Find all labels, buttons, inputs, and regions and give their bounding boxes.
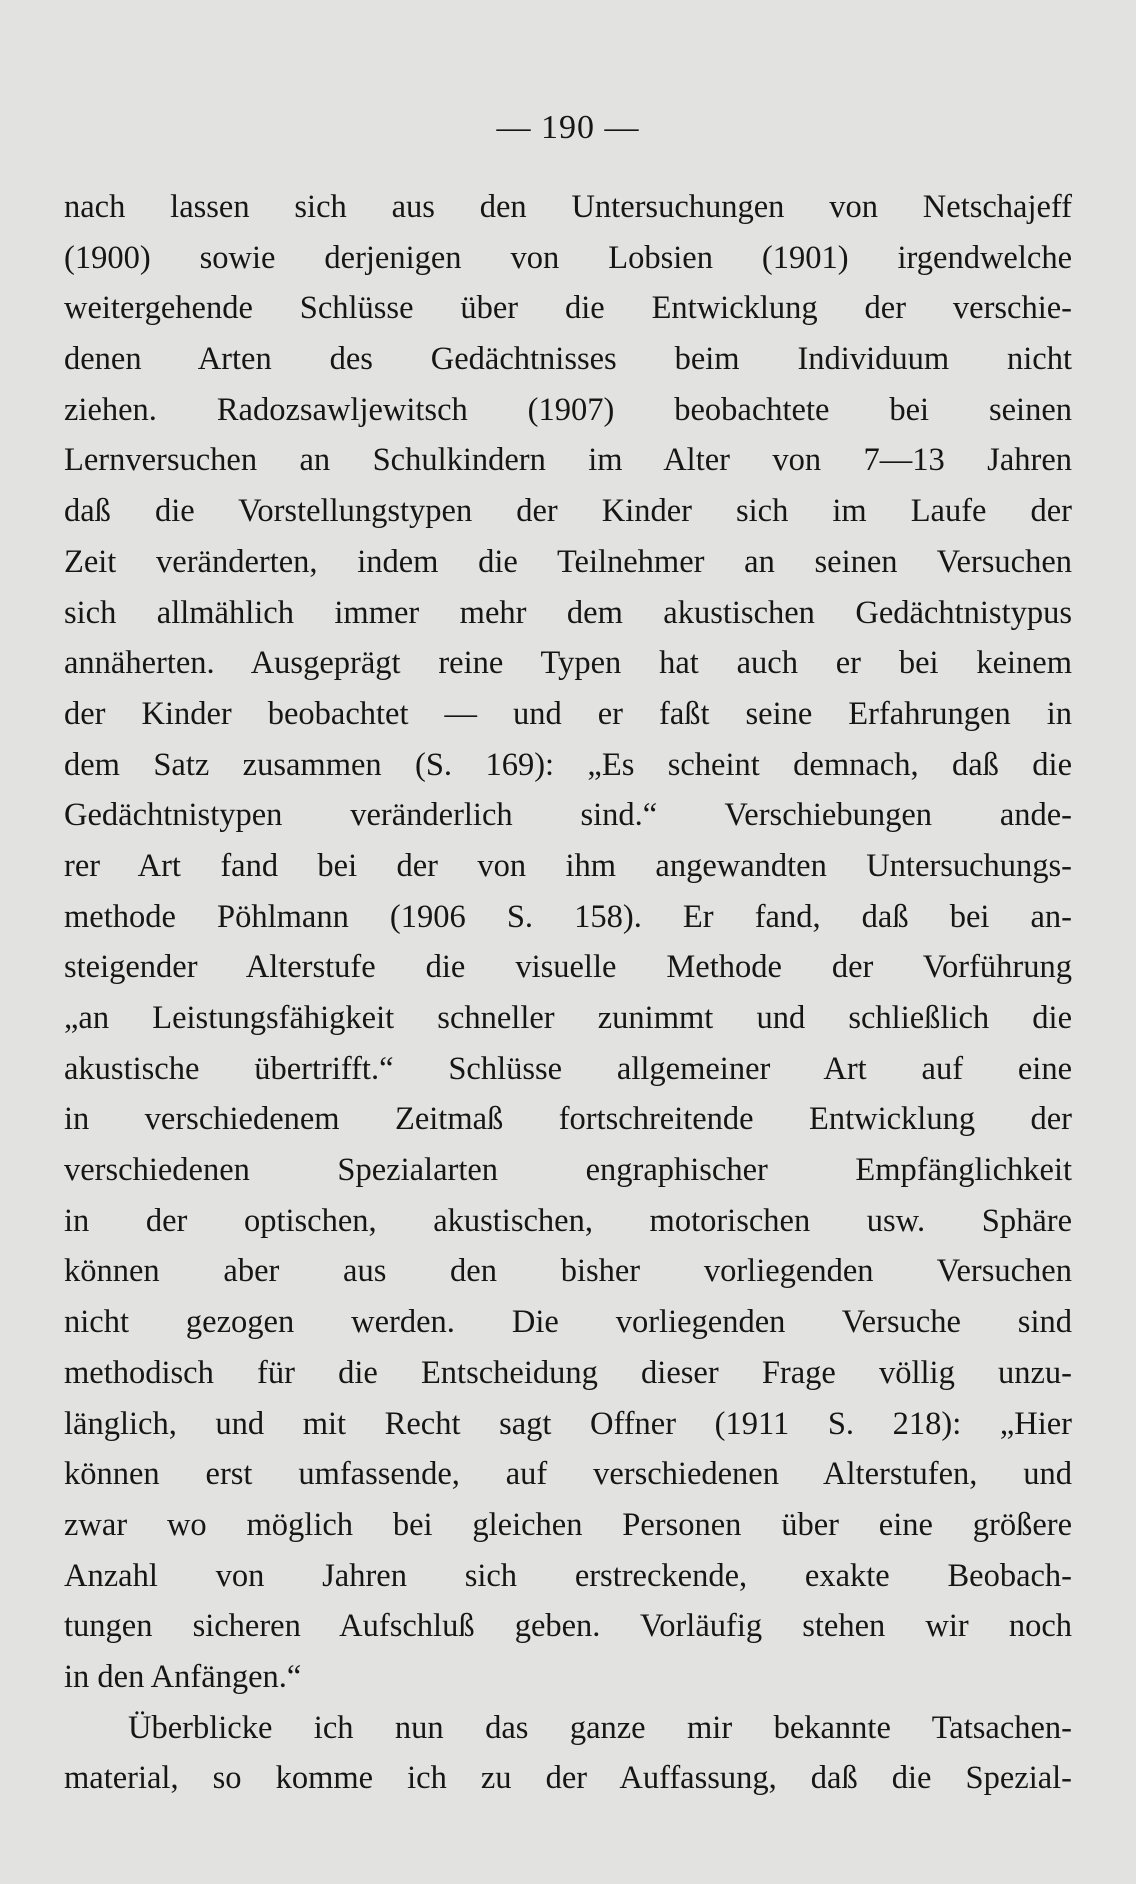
text-line: in verschiedenem Zeitmaß fortschreitende Entwicklung der (64, 1101, 1072, 1138)
text-line: Zeit veränderten, indem die Teilnehmer an seinen Versuchen (64, 543, 1072, 580)
text-line: ziehen. Radozsawljewitsch (1907) beobachtete bei seinen (64, 391, 1072, 428)
text-line: annäherten. Ausgeprägt reine Typen hat auch er bei keinem (64, 645, 1072, 682)
text-line: können aber aus den bisher vorliegenden Versuchen (64, 1253, 1072, 1290)
text-line: verschiedenen Spezialarten engraphischer Empfänglichkeit (64, 1152, 1072, 1189)
paragraph-end-line: in den Anfängen.“ (64, 1658, 302, 1695)
text-line: steigender Alterstufe die visuelle Methode der Vorführung (64, 949, 1072, 986)
text-line: können erst umfassende, auf verschiedenen Alterstufen, und (64, 1456, 1072, 1493)
text-line: material, so komme ich zu der Auffassung, daß die Spezial- (64, 1760, 1072, 1797)
text-line: (1900) sowie derjenigen von Lobsien (1901) irgendwelche (64, 239, 1072, 276)
text-line: Lernversuchen an Schulkindern im Alter von 7—13 Jahren (64, 442, 1072, 479)
text-line: in der optischen, akustischen, motorischen usw. Sphäre (64, 1202, 1072, 1239)
text-line: methodisch für die Entscheidung dieser Frage völlig unzu- (64, 1354, 1072, 1391)
text-line: tungen sicheren Aufschluß geben. Vorläufig stehen wir noch (64, 1608, 1072, 1645)
text-line: zwar wo möglich bei gleichen Personen über eine größere (64, 1506, 1072, 1543)
text-line: weitergehende Schlüsse über die Entwicklung der verschie- (64, 290, 1072, 327)
page-number: — 190 — (496, 109, 640, 146)
text-line: nicht gezogen werden. Die vorliegenden Versuche sind (64, 1304, 1072, 1341)
text-line: dem Satz zusammen (S. 169): „Es scheint demnach, daß die (64, 746, 1072, 783)
text-line: „an Leistungsfähigkeit schneller zunimmt und schließlich die (64, 1000, 1072, 1036)
body-text (64, 182, 1072, 1804)
text-line: nach lassen sich aus den Untersuchungen von Netschajeff (64, 189, 1072, 225)
text-line: sich allmählich immer mehr dem akustischen Gedächtnistypus (64, 594, 1072, 631)
text-line: Gedächtnistypen veränderlich sind.“ Verschiebungen ande- (64, 797, 1072, 834)
text-line: akustische übertrifft.“ Schlüsse allgemeiner Art auf eine (64, 1050, 1072, 1087)
paragraph-start-line: Überblicke ich nun das ganze mir bekannte Tatsachen- (128, 1709, 1072, 1746)
text-line: Anzahl von Jahren sich erstreckende, exakte Beobach- (64, 1557, 1072, 1594)
text-line: methode Pöhlmann (1906 S. 158). Er fand, daß bei an- (64, 898, 1072, 935)
text-line: der Kinder beobachtet — und er faßt seine Erfahrungen in (64, 695, 1072, 732)
text-line: denen Arten des Gedächtnisses beim Individuum nicht (64, 341, 1072, 378)
text-line: länglich, und mit Recht sagt Offner (1911 S. 218): „Hier (64, 1405, 1072, 1442)
text-line: rer Art fand bei der von ihm angewandten Untersuchungs- (64, 847, 1072, 884)
text-line: daß die Vorstellungstypen der Kinder sich im Laufe der (64, 493, 1072, 530)
